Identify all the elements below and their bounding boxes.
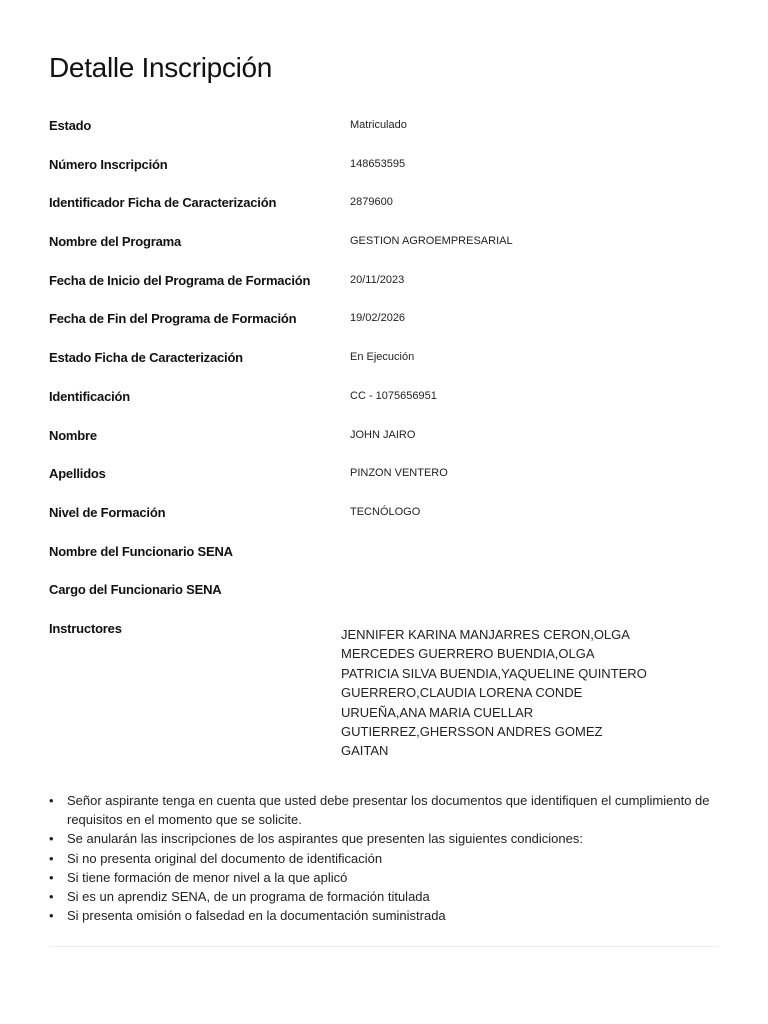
detail-value: Matriculado [350,119,407,131]
note-item [49,887,721,906]
detail-value: PINZON VENTERO [350,467,448,480]
note-text: Se anularán las inscripciones de los aspirantes que presenten las siguientes condiciones: [67,831,583,847]
detail-row-cargo-funcionario [49,572,729,611]
detail-row-instructores [49,611,729,759]
detail-value: 2879600 [350,196,393,209]
detail-row-estado-ficha [49,340,729,379]
detail-label: Identificación [49,388,130,404]
detail-label: Fecha de Fin del Programa de Formación [49,311,297,327]
note-text: Si es un aprendiz SENA, de un programa de formación titulada [67,889,430,905]
bullet-icon: • [49,908,54,924]
detail-label: Nombre del Programa [49,234,182,250]
detail-row-nombre-funcionario [49,534,729,573]
detail-value: 148653595 [350,157,406,170]
bullet-icon: • [49,793,54,808]
detail-label: Estado [49,118,92,133]
detail-value: 19/02/2026 [350,312,406,325]
note-item [49,849,721,868]
note-item [49,868,721,887]
detail-label: Apellidos [49,466,106,482]
detail-row-nombre [49,418,729,457]
note-text: Señor aspirante tenga en cuenta que usted debe presentar los documentos que identifiquen el cumplimiento de requisitos en el momento que se solicite. [67,793,710,828]
detail-row-numero-inscripcion [49,147,729,186]
detail-value: TECNÓLOGO [350,505,421,518]
detail-label: Nivel de Formación [49,504,166,520]
note-item [49,791,721,829]
note-item [49,906,721,925]
bullet-icon: • [49,869,54,885]
instructors-list: JENNIFER KARINA MANJARRES CERON,OLGA MERCEDES GUERRERO BUENDIA,OLGA PATRICIA SILVA BUENDIA,YAQUELINE QUINTERO GUERRERO,CLAUDIA LORENA CONDE URUEÑA,ANA MARIA CUELLAR GUTIERREZ,GHERSSON ANDRES GOMEZ GAITAN [341,626,647,759]
requirements-notes [49,791,721,925]
detail-value: En Ejecución [350,351,415,364]
detail-row-apellidos [49,456,729,495]
detail-label: Identificador Ficha de Caracterización [49,195,277,211]
detail-label: Estado Ficha de Caracterización [49,350,243,366]
detail-row-nivel-formacion [49,495,729,534]
detail-row-fecha-fin [49,301,729,340]
detail-table [49,108,729,759]
note-text: Si tiene formación de menor nivel a la que aplicó [67,869,348,885]
note-item [49,829,721,848]
detail-label: Instructores [49,620,122,636]
page-title: Detalle Inscripción [49,52,273,83]
detail-value: JOHN JAIRO [350,428,416,441]
detail-label: Nombre [49,427,97,443]
bullet-icon: • [49,850,54,866]
detail-label: Cargo del Funcionario SENA [49,582,222,598]
detail-row-nombre-programa [49,224,729,263]
bullet-icon: • [49,831,54,847]
detail-value: GESTION AGROEMPRESARIAL [350,235,513,248]
detail-row-identificacion [49,379,729,418]
note-text: Si presenta omisión o falsedad en la documentación suministrada [67,908,446,924]
detail-value: CC - 1075656951 [350,389,437,402]
detail-row-estado [49,108,729,147]
note-text: Si no presenta original del documento de identificación [67,850,383,866]
footer-divider [49,946,719,947]
detail-value: 20/11/2023 [350,273,405,286]
detail-row-identificador-ficha [49,185,729,224]
detail-label: Número Inscripción [49,156,168,172]
detail-row-fecha-inicio [49,263,729,302]
bullet-icon: • [49,889,54,905]
detail-label: Fecha de Inicio del Programa de Formación [49,272,311,288]
detail-label: Nombre del Funcionario SENA [49,543,233,559]
